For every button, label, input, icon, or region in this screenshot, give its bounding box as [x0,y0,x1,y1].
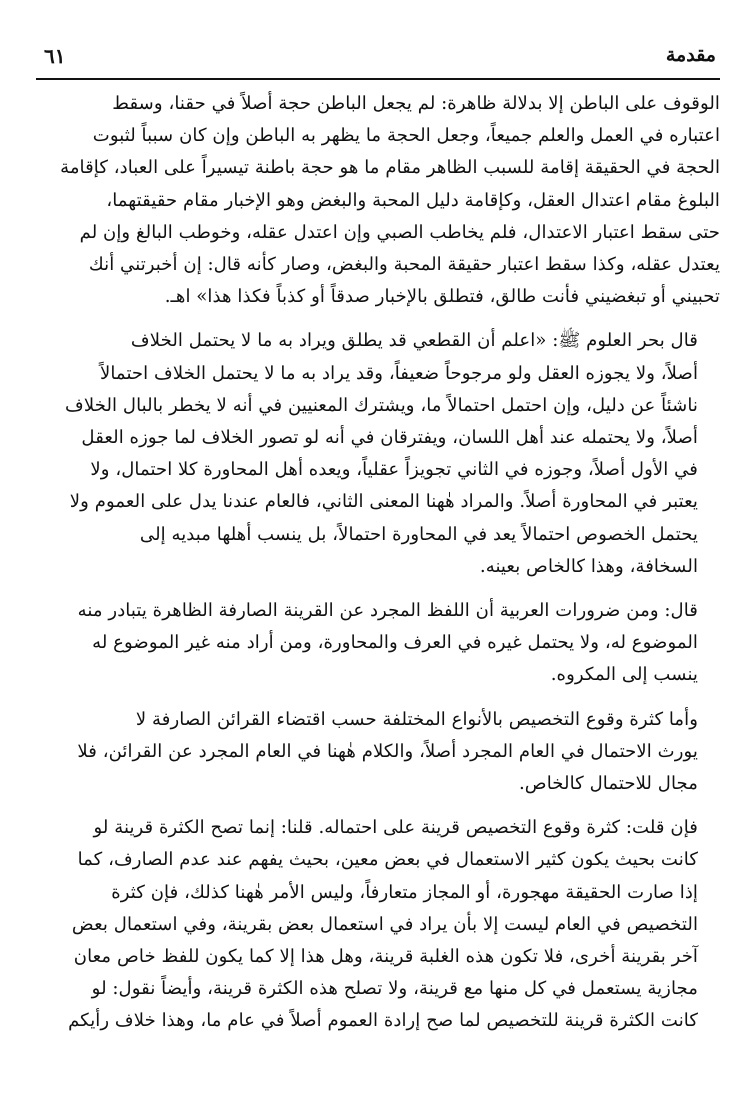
page-header [36,38,720,80]
paragraph-3 [36,595,720,692]
text-line: أصلاً، ولا يجوزه العقل ولو مرجوحاً ضعيفاً، وقد يراد به ما لا يحتمل الخلاف احتمالاً [100,362,698,384]
text-line: وأما كثرة وقوع التخصيص بالأنواع المختلفة حسب اقتضاء القرائن الصارفة لا [135,708,698,730]
text-line: قال: ومن ضرورات العربية أن اللفظ المجرد عن القرينة الصارفة الظاهرة يتبادر منه [77,600,698,622]
text-line: إذا صارت الحقيقة مهجورة، أو المجاز متعارفاً، وليس الأمر هٰهنا كذلك، فإن كثرة [111,881,698,903]
text-line: أصلاً، ولا يحتمله عند أهل اللسان، ويفترقان في أنه لو تصور الخلاف لما جوزه العقل [81,427,698,449]
text-line: مجازية يستعمل في كل منها مع قرينة، ولا تصلح هذه الكثرة قرينة، وأيضاً نقول: لو [91,978,698,1000]
section-title: مقدمة [665,44,716,66]
text-line: فإن قلت: كثرة وقوع التخصيص قرينة على احتماله. قلنا: إنما تصح الكثرة قرينة لو [93,817,698,839]
text-line: قال بحر العلوم ﷺ: «اعلم أن القطعي قد يطلق ويراد به ما لا يحتمل الخلاف [130,330,698,352]
text-line: كانت الكثرة قرينة للتخصيص لما صح إرادة العموم أصلاً في عام ما، وهذا خلاف رأيكم [68,1010,698,1032]
paragraph-4 [36,704,720,801]
text-line: ناشئاً عن دليل، وإن احتمل احتمالاً ما، ويشترك المعنيين في أنه لا يخطر بالبال الخلاف [65,394,698,416]
text-line: مجال للاحتمال كالخاص. [519,773,698,795]
text-line: يحتمل الخصوص احتمالاً يعد في المحاورة احتمالاً، بل ينسب أهلها مبديه إلى [139,523,698,545]
text-line: يورث الاحتمال في العام المجرد أصلاً، والكلام هٰهنا في العام المجرد عن القرائن، فلا [77,740,698,762]
text-line: تحبيني أو تبغضيني فأنت طالق، فتطلق بالإخبار صدقاً أو كذباً فكذا هذا» اهـ. [164,286,720,308]
text-line: السخافة، وهذا كالخاص بعينه. [479,555,698,577]
text-line: الموضوع له، ولا يحتمل غيره في العرف والمحاورة، ومن أراد منه غير الموضوع له [92,632,698,654]
text-line: البلوغ مقام اعتدال العقل، وكإقامة دليل المحبة والبغض وهو الإخبار مقام حقيقتهما، [106,189,720,211]
text-line: الحجة في الحقيقة إقامة للسبب الظاهر مقام ما هو حجة باطنة تيسيراً على العباد، كإقامة [60,157,720,179]
text-line: يعتدل عقله، وكذا سقط اعتبار حقيقة المحبة والبغض، وصار كأنه قال: إن أخبرتني أنك [88,254,720,276]
text-line: ينسب إلى المكروه. [550,664,698,686]
book-page [36,38,720,1078]
text-line: الوقوف على الباطن إلا بدلالة ظاهرة: لم يجعل الباطن حجة أصلاً في حقنا، وسقط [112,93,720,114]
text-line: آخر بقرينة أخرى، فلا تكون هذه الغلبة قرينة، وهل هذا إلا كما يكون للفظ خاص معان [73,946,698,968]
text-line: اعتباره في العمل والعلم جميعاً، وجعل الحجة ما يظهر به الباطن وإن كان سبباً لثبوت [92,125,720,147]
text-line: كانت بحيث يكون كثير الاستعمال في بعض معين، بحيث يفهم عند عدم الصارف، كما [77,849,698,871]
paragraph-1 [36,88,720,313]
paragraph-2 [36,325,720,583]
body-text [36,88,720,1038]
paragraph-5 [36,812,720,1037]
text-line: التخصيص في العام ليست إلا بأن يراد في استعمال بعض بقرينة، وفي استعمال بعض [71,913,698,935]
text-line: يعتبر في المحاورة أصلاً. والمراد هٰهنا المعنى الثاني، فالعام عندنا يدل على العموم ولا [69,491,698,513]
text-line: في الأول أصلاً، وجوزه في الثاني تجويزاً عقلياً، ويعده أهل المحاورة كلا احتمال، ولا [90,459,698,481]
text-line: حتى سقط اعتبار الاعتدال، فلم يخاطب الصبي وإن اعتدل عقله، وخوطب البالغ وإن لم [79,221,720,243]
page-number: ٦١ [44,44,66,68]
